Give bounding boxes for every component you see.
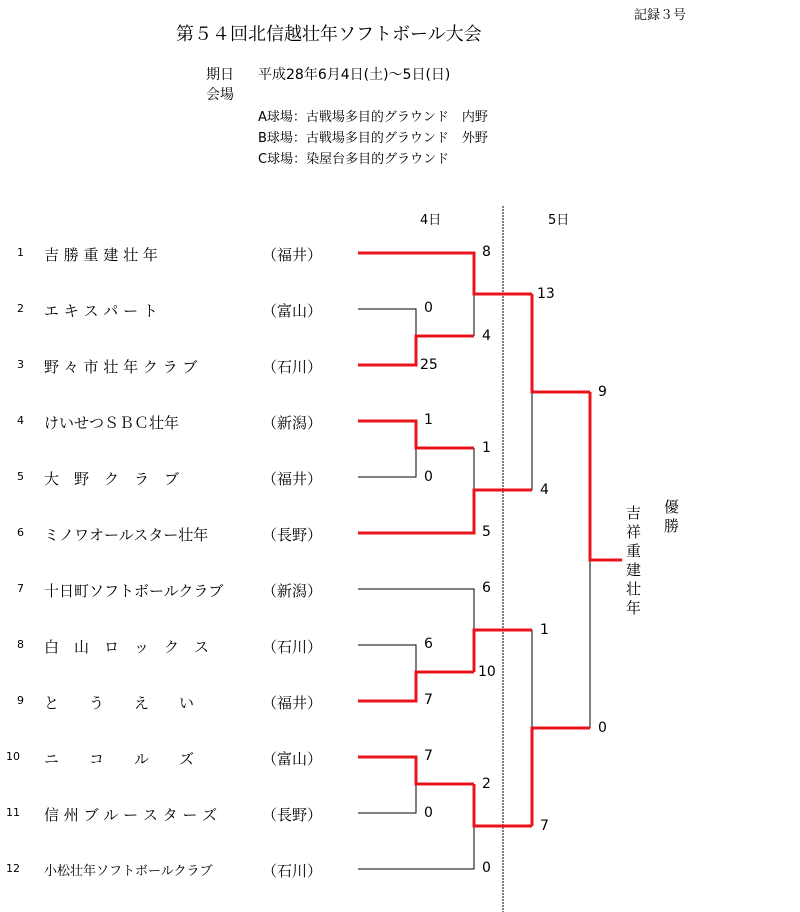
r2-m1-winner-line bbox=[358, 253, 532, 294]
day1-header: 4日 bbox=[420, 213, 442, 228]
team-seed: 12 bbox=[6, 862, 20, 875]
team-seed: 9 bbox=[17, 694, 24, 707]
team-name: 十日町ソフトボールクラブ bbox=[44, 582, 224, 600]
venue-a: A球場：古戦場多目的グラウンド 内野 bbox=[258, 110, 488, 125]
team-seed: 5 bbox=[17, 470, 24, 483]
final-winner-line bbox=[590, 392, 622, 560]
document-number: 記録３号 bbox=[634, 8, 687, 23]
team-seed: 10 bbox=[6, 750, 20, 763]
team-seed: 6 bbox=[17, 526, 24, 539]
score: 10 bbox=[478, 664, 496, 680]
score: 4 bbox=[482, 328, 491, 344]
r1-m3-loser-line bbox=[358, 645, 416, 672]
team-seed: 1 bbox=[17, 246, 24, 259]
venue-label: 会場 bbox=[206, 87, 234, 103]
team-name: けいせつＳＢＣ壮年 bbox=[44, 414, 180, 432]
team-name: ニ コ ル ズ bbox=[44, 750, 195, 768]
team-seed: 8 bbox=[17, 638, 24, 651]
team-prefecture: （石川） bbox=[262, 862, 323, 880]
r1-m4-loser-line bbox=[358, 784, 416, 813]
score: 1 bbox=[424, 412, 433, 428]
venue-b: B球場：古戦場多目的グラウンド 外野 bbox=[258, 131, 488, 146]
team-prefecture: （福井） bbox=[262, 246, 323, 264]
score: 25 bbox=[420, 357, 438, 373]
day2-header: 5日 bbox=[548, 213, 570, 228]
r2-m2-winner-line bbox=[358, 490, 532, 533]
score: 1 bbox=[540, 622, 549, 638]
score: 7 bbox=[424, 748, 433, 764]
champion-label: 優勝 bbox=[664, 498, 680, 535]
score: 4 bbox=[540, 482, 549, 498]
team-prefecture: （福井） bbox=[262, 694, 323, 712]
team-prefecture: （福井） bbox=[262, 470, 323, 488]
r1-m2-loser-line bbox=[358, 448, 416, 477]
r1-m3-winner-line bbox=[358, 672, 474, 701]
team-name: エ キ ス パ ー ト bbox=[44, 302, 158, 320]
team-prefecture: （富山） bbox=[262, 302, 323, 320]
team-name: ミノワオールスター壮年 bbox=[44, 526, 209, 544]
r1-m4-winner-line bbox=[358, 757, 474, 784]
r1-m1-winner-line bbox=[358, 336, 474, 365]
score: 6 bbox=[424, 636, 433, 652]
team-name: 吉 勝 重 建 壮 年 bbox=[44, 246, 158, 264]
team-name: と う え い bbox=[44, 694, 195, 712]
score: 2 bbox=[482, 776, 491, 792]
team-prefecture: （石川） bbox=[262, 358, 323, 376]
team-prefecture: （石川） bbox=[262, 638, 323, 656]
score: 13 bbox=[537, 286, 555, 302]
score: 1 bbox=[482, 440, 491, 456]
score: 5 bbox=[482, 524, 491, 540]
team-name: 大 野 ク ラ ブ bbox=[44, 470, 180, 488]
team-seed: 3 bbox=[17, 358, 24, 371]
team-prefecture: （新潟） bbox=[262, 414, 323, 432]
r1-m2-winner-line bbox=[358, 421, 474, 448]
score: 0 bbox=[424, 469, 433, 485]
venue-c: C球場：染屋台多目的グラウンド bbox=[258, 152, 450, 167]
r2-m3-loser-line bbox=[358, 589, 474, 630]
team-prefecture: （長野） bbox=[262, 526, 323, 544]
score: 6 bbox=[482, 580, 491, 596]
team-seed: 2 bbox=[17, 302, 24, 315]
score: 0 bbox=[482, 860, 491, 876]
team-name: 白 山 ロ ッ ク ス bbox=[44, 638, 210, 656]
score: 7 bbox=[540, 818, 549, 834]
score: 0 bbox=[424, 805, 433, 821]
r1-m1-loser-line bbox=[358, 309, 416, 336]
page-title: 第５４回北信越壮年ソフトボール大会 bbox=[176, 24, 482, 45]
sf1-winner-line bbox=[532, 294, 590, 392]
team-name: 小松壮年ソフトボールクラブ bbox=[44, 864, 213, 879]
champion-name: 吉祥重建壮年 bbox=[626, 504, 642, 617]
date-value: 平成28年6月4日(土)～5日(日) bbox=[258, 67, 451, 83]
score: 0 bbox=[598, 720, 607, 736]
sf2-winner-line bbox=[532, 728, 590, 826]
team-name: 野 々 市 壮 年 ク ラ ブ bbox=[44, 358, 198, 376]
team-seed: 11 bbox=[6, 806, 20, 819]
score: 0 bbox=[424, 300, 433, 316]
score: 7 bbox=[424, 692, 433, 708]
score: 9 bbox=[598, 384, 607, 400]
team-name: 信 州 ブ ル ー ス タ ー ズ bbox=[44, 806, 218, 824]
r2-m4-loser-line bbox=[358, 826, 474, 869]
date-label: 期日 bbox=[206, 67, 234, 83]
team-prefecture: （長野） bbox=[262, 806, 323, 824]
team-prefecture: （富山） bbox=[262, 750, 323, 768]
team-prefecture: （新潟） bbox=[262, 582, 323, 600]
team-seed: 4 bbox=[17, 414, 24, 427]
team-seed: 7 bbox=[17, 582, 24, 595]
score: 8 bbox=[482, 244, 491, 260]
